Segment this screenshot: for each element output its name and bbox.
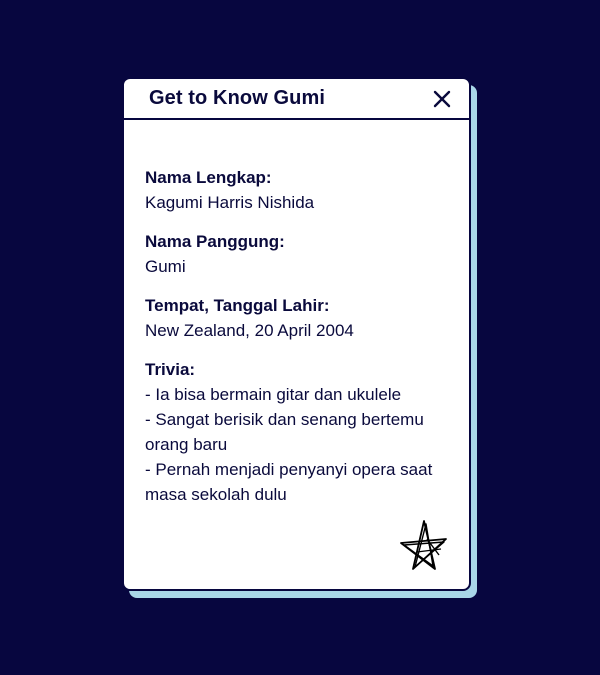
trivia-item: - Pernah menjadi penyanyi opera saat masa sekolah dulu [145, 460, 433, 504]
window-title: Get to Know Gumi [149, 87, 326, 109]
field-trivia [145, 357, 469, 507]
profile-content [124, 120, 469, 507]
close-button[interactable] [431, 88, 453, 110]
trivia-label: Trivia: [145, 360, 196, 379]
stage-name-label: Nama Panggung: [145, 232, 285, 251]
birth-label: Tempat, Tanggal Lahir: [145, 296, 330, 315]
birth-value: New Zealand, 20 April 2004 [145, 321, 354, 340]
field-stage-name [145, 229, 469, 279]
trivia-item: - Ia bisa bermain gitar dan ukulele [145, 385, 402, 404]
star-doodle-icon [397, 519, 451, 573]
stage-name-value: Gumi [145, 257, 186, 276]
window-titlebar [124, 79, 469, 120]
profile-window [122, 77, 471, 591]
trivia-item: - Sangat berisik dan senang bertemu orang baru [145, 410, 424, 454]
trivia-list [145, 382, 451, 507]
full-name-label: Nama Lengkap: [145, 168, 272, 187]
full-name-value: Kagumi Harris Nishida [145, 193, 315, 212]
close-icon [433, 90, 451, 108]
field-birth [145, 293, 469, 343]
field-full-name [145, 165, 469, 215]
